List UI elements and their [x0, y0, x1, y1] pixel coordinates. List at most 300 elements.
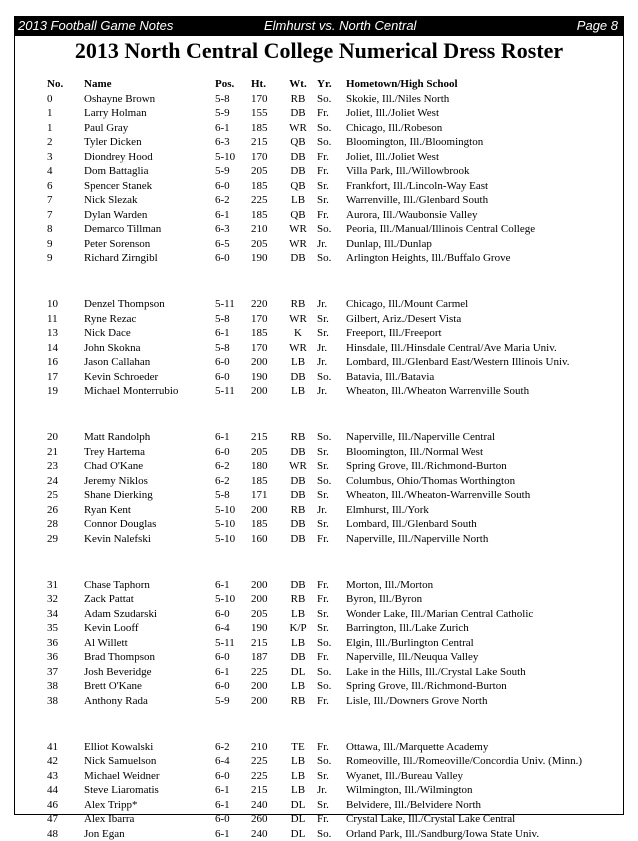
player-pos: 6-0 [215, 445, 230, 460]
player-name: Paul Gray [84, 121, 128, 136]
player-yr: Fr. [317, 164, 329, 179]
player-hometown: Spring Grove, Ill./Richmond-Burton [346, 459, 507, 474]
player-pos: 6-4 [215, 621, 230, 636]
player-number: 4 [47, 164, 53, 179]
roster-row [0, 621, 638, 636]
player-number: 7 [47, 193, 53, 208]
roster-row [0, 150, 638, 165]
player-yr: So. [317, 251, 331, 266]
player-hometown: Aurora, Ill./Waubonsie Valley [346, 208, 478, 223]
player-yr: Sr. [317, 621, 329, 636]
player-hometown: Wheaton, Ill./Wheaton-Warrenville South [346, 488, 530, 503]
player-wt: DB [279, 106, 317, 121]
player-number: 44 [47, 783, 58, 798]
player-wt: RB [279, 92, 317, 107]
player-hometown: Ottawa, Ill./Marquette Academy [346, 740, 488, 755]
player-number: 13 [47, 326, 58, 341]
roster-row [0, 208, 638, 223]
player-ht: 225 [251, 193, 268, 208]
player-pos: 5-10 [215, 150, 235, 165]
player-ht: 215 [251, 135, 268, 150]
player-pos: 6-0 [215, 355, 230, 370]
roster-row [0, 679, 638, 694]
player-pos: 5-8 [215, 341, 230, 356]
player-number: 34 [47, 607, 58, 622]
player-name: Demarco Tillman [84, 222, 161, 237]
player-yr: Sr. [317, 326, 329, 341]
player-ht: 215 [251, 783, 268, 798]
player-pos: 6-0 [215, 251, 230, 266]
player-hometown: Wonder Lake, Ill./Marian Central Catholic [346, 607, 533, 622]
player-number: 32 [47, 592, 58, 607]
player-wt: RB [279, 297, 317, 312]
roster-row [0, 532, 638, 547]
player-pos: 5-9 [215, 106, 230, 121]
player-yr: Jr. [317, 355, 327, 370]
player-yr: Fr. [317, 740, 329, 755]
player-ht: 260 [251, 812, 268, 827]
roster-row [0, 488, 638, 503]
player-yr: Fr. [317, 106, 329, 121]
player-pos: 6-0 [215, 679, 230, 694]
player-yr: Jr. [317, 341, 327, 356]
player-yr: Sr. [317, 459, 329, 474]
roster-row [0, 193, 638, 208]
roster-row [0, 164, 638, 179]
player-name: Nick Dace [84, 326, 131, 341]
player-hometown: Villa Park, Ill./Willowbrook [346, 164, 470, 179]
roster-row [0, 694, 638, 709]
player-yr: Fr. [317, 532, 329, 547]
player-number: 3 [47, 150, 53, 165]
player-number: 1 [47, 106, 53, 121]
player-ht: 170 [251, 150, 268, 165]
player-number: 38 [47, 694, 58, 709]
player-pos: 5-8 [215, 312, 230, 327]
player-yr: So. [317, 474, 331, 489]
player-yr: Fr. [317, 694, 329, 709]
player-pos: 6-3 [215, 135, 230, 150]
roster-row [0, 179, 638, 194]
player-ht: 210 [251, 740, 268, 755]
player-hometown: Warrenville, Ill./Glenbard South [346, 193, 488, 208]
player-wt: TE [279, 740, 317, 755]
player-pos: 6-1 [215, 798, 230, 813]
player-pos: 5-8 [215, 92, 230, 107]
player-hometown: Lombard, Ill./Glenbard East/Western Illinois Univ. [346, 355, 570, 370]
roster-row [0, 636, 638, 651]
player-hometown: Bloomington, Ill./Bloomington [346, 135, 483, 150]
player-name: Jeremy Niklos [84, 474, 148, 489]
player-hometown: Barrington, Ill./Lake Zurich [346, 621, 469, 636]
player-ht: 200 [251, 355, 268, 370]
col-header-name: Name [84, 77, 112, 92]
player-wt: LB [279, 193, 317, 208]
player-yr: So. [317, 636, 331, 651]
player-number: 37 [47, 665, 58, 680]
player-pos: 6-1 [215, 430, 230, 445]
player-name: Kevin Nalefski [84, 532, 151, 547]
player-pos: 6-1 [215, 783, 230, 798]
player-yr: Fr. [317, 650, 329, 665]
roster-row [0, 326, 638, 341]
player-yr: Jr. [317, 237, 327, 252]
player-yr: Sr. [317, 312, 329, 327]
player-hometown: Bloomington, Ill./Normal West [346, 445, 483, 460]
player-wt: WR [279, 222, 317, 237]
roster-row [0, 607, 638, 622]
player-pos: 6-4 [215, 754, 230, 769]
col-header-yr: Yr. [317, 77, 332, 92]
player-wt: K/P [279, 621, 317, 636]
player-pos: 5-9 [215, 694, 230, 709]
player-wt: RB [279, 430, 317, 445]
player-hometown: Belvidere, Ill./Belvidere North [346, 798, 481, 813]
player-hometown: Chicago, Ill./Mount Carmel [346, 297, 468, 312]
roster-row [0, 384, 638, 399]
player-wt: DB [279, 578, 317, 593]
player-number: 14 [47, 341, 58, 356]
player-number: 38 [47, 679, 58, 694]
player-hometown: Hinsdale, Ill./Hinsdale Central/Ave Maria Univ. [346, 341, 557, 356]
player-name: John Skokna [84, 341, 141, 356]
player-pos: 6-0 [215, 370, 230, 385]
player-name: Diondrey Hood [84, 150, 153, 165]
player-yr: Sr. [317, 193, 329, 208]
roster-row [0, 578, 638, 593]
player-ht: 205 [251, 164, 268, 179]
player-number: 36 [47, 636, 58, 651]
player-hometown: Orland Park, Ill./Sandburg/Iowa State Univ. [346, 827, 539, 841]
player-wt: RB [279, 503, 317, 518]
player-hometown: Elgin, Ill./Burlington Central [346, 636, 474, 651]
player-pos: 6-0 [215, 179, 230, 194]
roster-row [0, 106, 638, 121]
running-header [14, 16, 624, 36]
player-yr: Jr. [317, 297, 327, 312]
roster-row [0, 222, 638, 237]
player-hometown: Crystal Lake, Ill./Crystal Lake Central [346, 812, 515, 827]
roster-row [0, 251, 638, 266]
group-spacer [0, 708, 638, 740]
player-ht: 205 [251, 237, 268, 252]
player-ht: 185 [251, 326, 268, 341]
player-ht: 185 [251, 121, 268, 136]
player-wt: LB [279, 636, 317, 651]
player-pos: 5-8 [215, 488, 230, 503]
player-pos: 6-1 [215, 208, 230, 223]
player-name: Josh Beveridge [84, 665, 152, 680]
roster-row [0, 798, 638, 813]
player-pos: 6-1 [215, 578, 230, 593]
roster-row [0, 237, 638, 252]
player-pos: 6-0 [215, 607, 230, 622]
player-name: Dom Battaglia [84, 164, 148, 179]
page-title: 2013 North Central College Numerical Dress Roster [14, 38, 624, 64]
player-number: 21 [47, 445, 58, 460]
player-wt: DB [279, 650, 317, 665]
roster-row [0, 474, 638, 489]
player-ht: 200 [251, 694, 268, 709]
player-pos: 6-0 [215, 769, 230, 784]
player-wt: WR [279, 341, 317, 356]
player-ht: 220 [251, 297, 268, 312]
player-name: Chase Taphorn [84, 578, 150, 593]
player-name: Brad Thompson [84, 650, 155, 665]
player-hometown: Dunlap, Ill./Dunlap [346, 237, 432, 252]
player-wt: DB [279, 164, 317, 179]
player-wt: WR [279, 459, 317, 474]
player-pos: 5-10 [215, 517, 235, 532]
player-wt: K [279, 326, 317, 341]
player-ht: 170 [251, 312, 268, 327]
player-wt: WR [279, 121, 317, 136]
player-ht: 190 [251, 370, 268, 385]
player-hometown: Freeport, Ill./Freeport [346, 326, 442, 341]
player-hometown: Peoria, Ill./Manual/Illinois Central College [346, 222, 535, 237]
player-number: 11 [47, 312, 58, 327]
player-wt: QB [279, 179, 317, 194]
player-hometown: Arlington Heights, Ill./Buffalo Grove [346, 251, 510, 266]
player-name: Michael Monterrubio [84, 384, 178, 399]
player-number: 9 [47, 251, 53, 266]
player-ht: 170 [251, 92, 268, 107]
player-wt: RB [279, 592, 317, 607]
player-yr: Sr. [317, 798, 329, 813]
player-ht: 185 [251, 474, 268, 489]
player-wt: LB [279, 783, 317, 798]
player-ht: 185 [251, 208, 268, 223]
player-hometown: Byron, Ill./Byron [346, 592, 422, 607]
player-hometown: Naperville, Ill./Naperville Central [346, 430, 495, 445]
roster-row [0, 592, 638, 607]
player-wt: LB [279, 607, 317, 622]
player-ht: 210 [251, 222, 268, 237]
player-pos: 5-9 [215, 164, 230, 179]
roster-row [0, 135, 638, 150]
roster-row [0, 312, 638, 327]
player-pos: 6-1 [215, 326, 230, 341]
player-wt: DL [279, 827, 317, 841]
group-spacer [0, 546, 638, 578]
player-ht: 225 [251, 665, 268, 680]
player-number: 25 [47, 488, 58, 503]
roster-row [0, 650, 638, 665]
player-yr: Fr. [317, 812, 329, 827]
player-yr: Sr. [317, 445, 329, 460]
player-wt: LB [279, 384, 317, 399]
player-wt: DB [279, 445, 317, 460]
player-ht: 200 [251, 592, 268, 607]
player-yr: Fr. [317, 592, 329, 607]
col-header-ht: Ht. [251, 77, 266, 92]
player-number: 2 [47, 135, 53, 150]
col-header-pos: Pos. [215, 77, 234, 92]
player-pos: 6-2 [215, 193, 230, 208]
player-wt: DB [279, 370, 317, 385]
player-number: 36 [47, 650, 58, 665]
roster-row [0, 297, 638, 312]
player-hometown: Frankfort, Ill./Lincoln-Way East [346, 179, 488, 194]
player-number: 23 [47, 459, 58, 474]
player-yr: So. [317, 679, 331, 694]
roster-row [0, 92, 638, 107]
player-number: 48 [47, 827, 58, 841]
player-hometown: Columbus, Ohio/Thomas Worthington [346, 474, 515, 489]
player-name: Anthony Rada [84, 694, 148, 709]
player-name: Ryan Kent [84, 503, 131, 518]
player-hometown: Morton, Ill./Morton [346, 578, 433, 593]
player-number: 26 [47, 503, 58, 518]
player-wt: DB [279, 251, 317, 266]
player-yr: So. [317, 92, 331, 107]
player-wt: DB [279, 488, 317, 503]
player-yr: Fr. [317, 150, 329, 165]
player-name: Nick Samuelson [84, 754, 156, 769]
player-hometown: Lisle, Ill./Downers Grove North [346, 694, 487, 709]
roster-row [0, 783, 638, 798]
player-pos: 5-11 [215, 384, 235, 399]
player-hometown: Naperville, Ill./Naperville North [346, 532, 488, 547]
player-number: 28 [47, 517, 58, 532]
player-wt: LB [279, 355, 317, 370]
player-hometown: Naperville, Ill./Neuqua Valley [346, 650, 478, 665]
group-spacer [0, 399, 638, 431]
player-pos: 6-2 [215, 740, 230, 755]
group-spacer [0, 266, 638, 298]
player-hometown: Elmhurst, Ill./York [346, 503, 429, 518]
player-hometown: Chicago, Ill./Robeson [346, 121, 442, 136]
player-hometown: Wheaton, Ill./Wheaton Warrenville South [346, 384, 529, 399]
player-name: Matt Randolph [84, 430, 150, 445]
player-yr: Sr. [317, 488, 329, 503]
player-name: Chad O'Kane [84, 459, 143, 474]
header-matchup: Elmhurst vs. North Central [264, 16, 416, 36]
player-name: Ryne Rezac [84, 312, 136, 327]
player-name: Steve Liaromatis [84, 783, 159, 798]
player-number: 46 [47, 798, 58, 813]
roster-row [0, 430, 638, 445]
player-wt: WR [279, 237, 317, 252]
player-hometown: Batavia, Ill./Batavia [346, 370, 434, 385]
player-ht: 225 [251, 754, 268, 769]
player-ht: 200 [251, 384, 268, 399]
col-header-number: No. [47, 77, 63, 92]
player-hometown: Gilbert, Ariz./Desert Vista [346, 312, 461, 327]
player-ht: 187 [251, 650, 268, 665]
player-pos: 6-2 [215, 474, 230, 489]
roster-row [0, 517, 638, 532]
player-name: Zack Pattat [84, 592, 134, 607]
roster-header-row [0, 77, 638, 92]
player-yr: Sr. [317, 769, 329, 784]
player-name: Shane Dierking [84, 488, 153, 503]
player-ht: 200 [251, 578, 268, 593]
player-number: 31 [47, 578, 58, 593]
player-pos: 6-2 [215, 459, 230, 474]
player-hometown: Skokie, Ill./Niles North [346, 92, 449, 107]
player-number: 41 [47, 740, 58, 755]
player-yr: So. [317, 135, 331, 150]
player-yr: Sr. [317, 517, 329, 532]
player-yr: So. [317, 222, 331, 237]
player-ht: 171 [251, 488, 268, 503]
player-ht: 180 [251, 459, 268, 474]
player-wt: QB [279, 208, 317, 223]
player-name: Al Willett [84, 636, 128, 651]
player-pos: 6-1 [215, 665, 230, 680]
player-yr: Jr. [317, 783, 327, 798]
player-number: 17 [47, 370, 58, 385]
player-pos: 6-1 [215, 827, 230, 841]
player-number: 16 [47, 355, 58, 370]
player-yr: So. [317, 370, 331, 385]
header-page-number: Page 8 [577, 16, 618, 36]
player-yr: Sr. [317, 179, 329, 194]
roster-row [0, 459, 638, 474]
player-wt: QB [279, 135, 317, 150]
player-number: 20 [47, 430, 58, 445]
player-number: 9 [47, 237, 53, 252]
player-ht: 200 [251, 503, 268, 518]
player-name: Alex Tripp* [84, 798, 138, 813]
player-name: Brett O'Kane [84, 679, 142, 694]
player-number: 1 [47, 121, 53, 136]
player-wt: DL [279, 798, 317, 813]
player-yr: So. [317, 827, 331, 841]
player-yr: So. [317, 430, 331, 445]
player-wt: DL [279, 812, 317, 827]
player-yr: Fr. [317, 578, 329, 593]
roster-row [0, 740, 638, 755]
roster-table [0, 77, 638, 841]
player-hometown: Wyanet, Ill./Bureau Valley [346, 769, 463, 784]
player-hometown: Lake in the Hills, Ill./Crystal Lake South [346, 665, 526, 680]
player-number: 47 [47, 812, 58, 827]
roster-row [0, 341, 638, 356]
player-ht: 205 [251, 607, 268, 622]
player-hometown: Wilmington, Ill./Wilmington [346, 783, 473, 798]
player-number: 35 [47, 621, 58, 636]
player-yr: Sr. [317, 607, 329, 622]
player-name: Michael Weidner [84, 769, 160, 784]
player-name: Dylan Warden [84, 208, 147, 223]
player-pos: 6-3 [215, 222, 230, 237]
player-number: 6 [47, 179, 53, 194]
player-pos: 5-11 [215, 297, 235, 312]
player-name: Jason Callahan [84, 355, 150, 370]
player-name: Nick Slezak [84, 193, 137, 208]
player-hometown: Joliet, Ill./Joliet West [346, 106, 439, 121]
player-pos: 5-10 [215, 532, 235, 547]
player-ht: 215 [251, 636, 268, 651]
roster-row [0, 503, 638, 518]
player-name: Tyler Dicken [84, 135, 142, 150]
player-pos: 5-11 [215, 636, 235, 651]
player-number: 0 [47, 92, 53, 107]
player-ht: 225 [251, 769, 268, 784]
roster-row [0, 754, 638, 769]
player-name: Trey Hartema [84, 445, 145, 460]
player-ht: 200 [251, 679, 268, 694]
roster-row [0, 355, 638, 370]
player-ht: 205 [251, 445, 268, 460]
player-name: Connor Douglas [84, 517, 156, 532]
player-yr: Jr. [317, 384, 327, 399]
player-name: Kevin Looff [84, 621, 138, 636]
player-ht: 185 [251, 179, 268, 194]
roster-row [0, 827, 638, 841]
